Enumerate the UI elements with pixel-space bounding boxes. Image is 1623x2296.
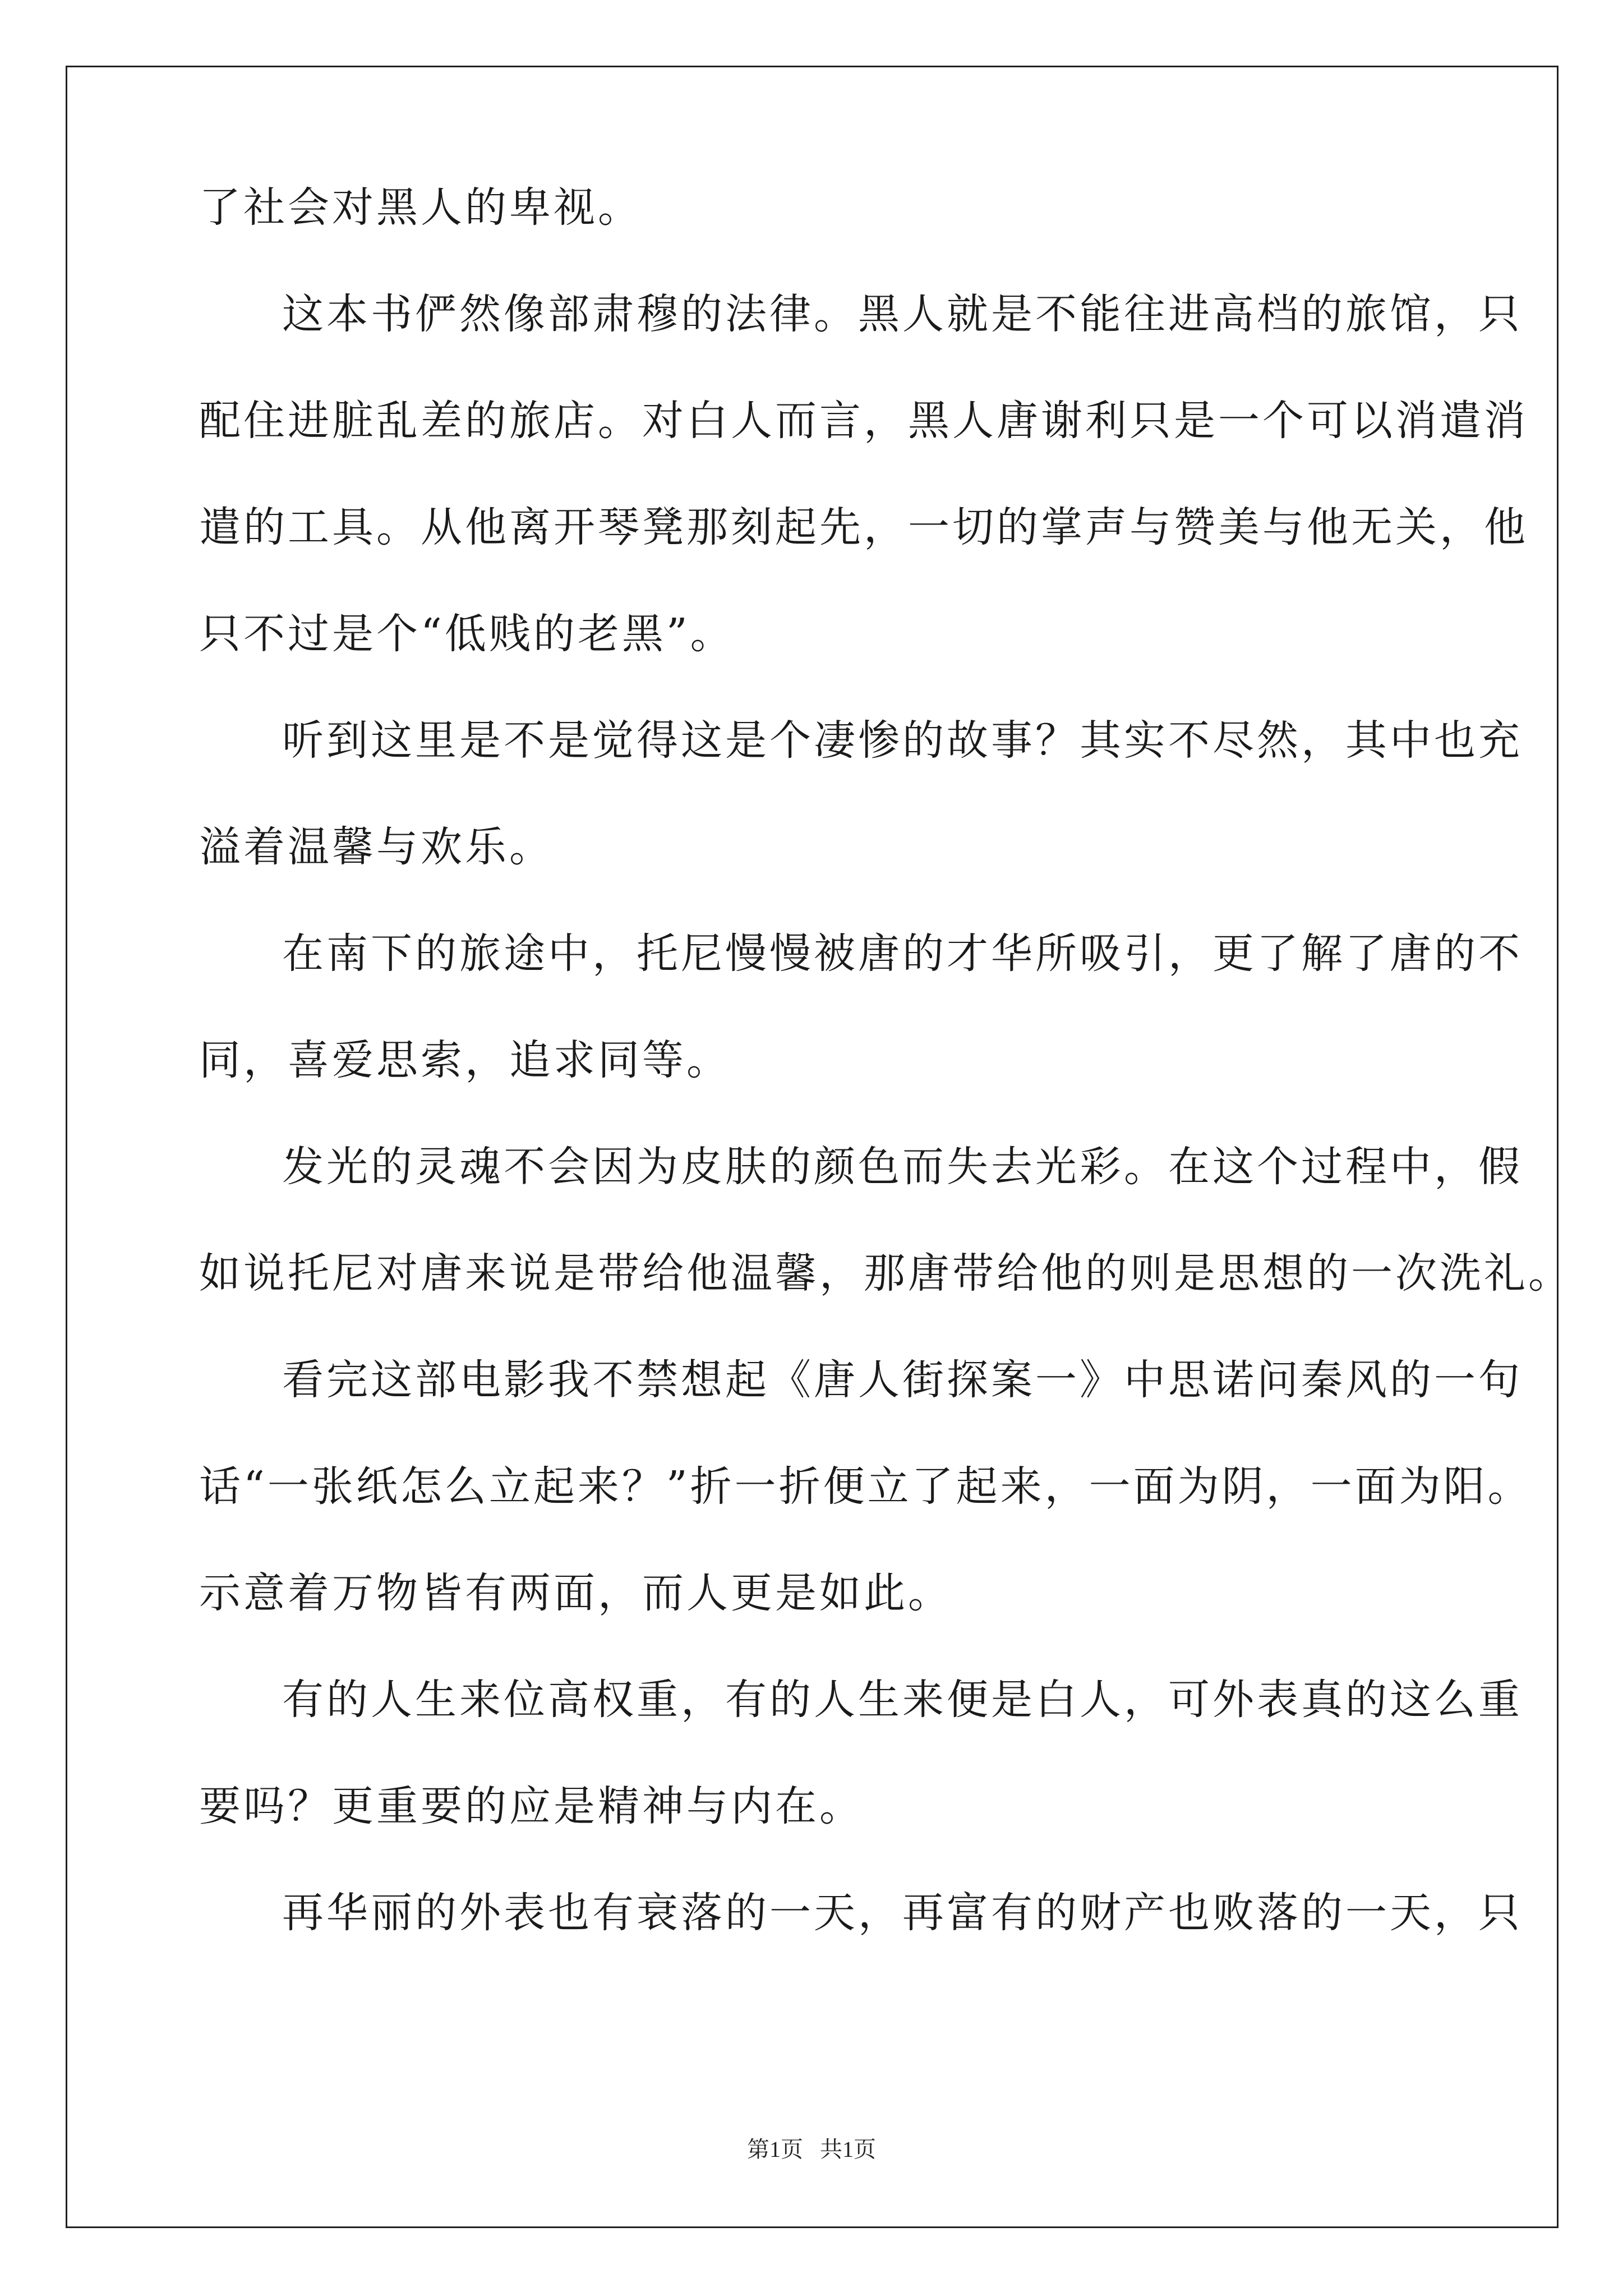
text-line-3: 配住进脏乱差的旅店。对白人而言，黑人唐谢利只是一个可以消遣消 [199,397,1528,445]
text-line-4: 遣的工具。从他离开琴凳那刻起先，一切的掌声与赞美与他无关，他 [199,503,1528,551]
text-line-15: 有的人生来位高权重，有的人生来便是白人，可外表真的这么重 [282,1676,1523,1724]
text-line-9: 同，喜爱思索，追求同等。 [199,1036,731,1084]
text-line-14: 示意着万物皆有两面，而人更是如此。 [199,1569,952,1617]
text-line-1: 了社会对黑人的卑视。 [199,183,642,232]
text-line-5: 只不过是个“低贱的老黑”。 [199,610,735,658]
text-line-8: 在南下的旅途中，托尼慢慢被唐的才华所吸引，更了解了唐的不 [282,930,1523,978]
text-line-11: 如说托尼对唐来说是带给他温馨，那唐带给他的则是思想的一次洗礼。 [199,1249,1573,1297]
text-line-13: 话“一张纸怎么立起来？”折一折便立了起来，一面为阴，一面为阳。 [199,1462,1532,1511]
page-footer: 第1页 共1页 [747,2137,876,2162]
text-line-7: 溢着温馨与欢乐。 [199,823,554,871]
text-line-17: 再华丽的外表也有衰落的一天，再富有的财产也败落的一天，只 [282,1889,1523,1937]
text-line-10: 发光的灵魂不会因为皮肤的颜色而失去光彩。在这个过程中，假 [282,1143,1523,1191]
text-line-2: 这本书俨然像部肃穆的法律。黑人就是不能往进高档的旅馆，只 [282,290,1523,338]
text-line-12: 看完这部电影我不禁想起《唐人街探案一》中思诺问秦风的一句 [282,1356,1523,1404]
text-line-16: 要吗？更重要的应是精神与内在。 [199,1782,864,1830]
document-body [199,183,1573,1999]
text-line-6: 听到这里是不是觉得这是个凄惨的故事？其实不尽然，其中也充 [282,716,1523,765]
